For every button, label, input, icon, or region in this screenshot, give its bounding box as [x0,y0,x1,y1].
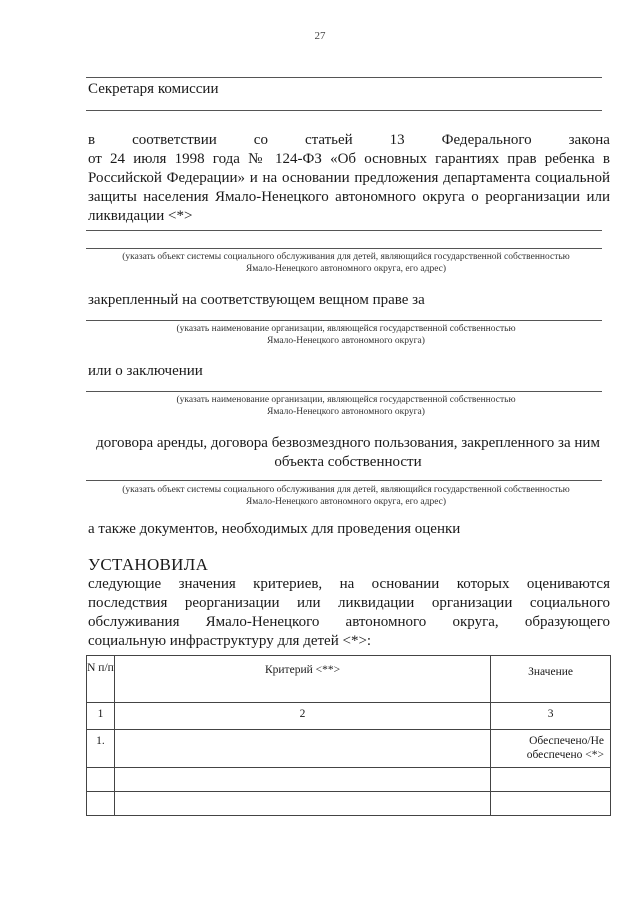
caption-line: Ямало-Ненецкого автономного округа) [267,407,425,417]
index-num-cell [87,703,115,730]
intro-line-5: ликвидации <*> [88,208,193,224]
criteria-word: или [297,595,321,611]
table-row [87,768,611,792]
caption-organization-2 [86,394,606,418]
criteria-word: оцениваются [526,576,610,592]
row-criterion-cell [114,768,490,792]
criteria-word: организации [431,595,513,611]
conclusion-text: или о заключении [88,363,203,379]
header-num: N п/п [87,662,114,674]
criteria-table [86,655,611,816]
caption-line: (указать объект системы социального обслуживания для детей, являющийся государственной собственностью [122,485,570,495]
header-value: Значение [528,666,573,678]
documents-text: а также документов, необходимых для проведения оценки [88,521,461,537]
criteria-word: критериев, [253,576,323,592]
table-index-row [87,703,611,730]
index-num: 1 [97,708,104,720]
index-criterion: 2 [299,708,306,720]
caption-object-2 [86,484,606,508]
criteria-word: реорганизации [184,595,280,611]
criteria-word: образующего [524,614,610,630]
criteria-word: которых [456,576,510,592]
criteria-paragraph [88,575,610,651]
row-num-cell [87,768,115,792]
criteria-line-3 [88,613,610,632]
page-number: 27 [314,30,326,42]
secretary-label: Секретаря комиссии [88,81,219,97]
criteria-word: Ямало-Ненецкого [205,614,320,630]
intro-paragraph [88,131,610,226]
intro-line-3: Российской Федерации» и на основании предложения департамента социальной [88,170,610,186]
table-header-row [87,656,611,703]
index-criterion-cell [114,703,490,730]
secretary-rule [86,110,602,111]
row-value: Обеспечено/Не обеспечено <*> [526,735,604,761]
conclusion-rule [86,391,602,392]
object-rule-1 [86,230,602,231]
caption-line: Ямало-Ненецкого автономного округа) [267,336,425,346]
intro-line-1 [88,131,610,150]
object-rule-2 [86,248,602,249]
row-num-cell [87,730,115,768]
criteria-word: на [339,576,355,592]
criteria-word: автономного [345,614,427,630]
row-value-cell [491,792,611,816]
index-value: 3 [547,708,554,720]
header-value-cell [491,656,611,703]
intro-line-4: защиты населения Ямало-Ненецкого автономного округа о реорганизации или [88,189,610,205]
criteria-word: округа, [452,614,499,630]
caption-line: Ямало-Ненецкого автономного округа, его адрес) [245,264,447,274]
assigned-text: закрепленный на соответствующем вещном праве за [88,292,425,308]
criteria-word: обслуживания [88,614,180,630]
criteria-line-4: социальную инфраструктуру для детей <*>: [88,633,372,649]
criteria-word: основании [371,576,440,592]
intro-word: в [88,132,96,148]
header-num-cell [87,656,115,703]
caption-line: (указать наименование организации, являющейся государственной собственностью [176,395,516,405]
table-row [87,730,611,768]
row-value-cell [491,768,611,792]
intro-word: со [253,132,268,148]
row-criterion-cell [114,792,490,816]
header-criterion: Критерий <**> [264,664,341,676]
established-heading: УСТАНОВИЛА [88,555,209,574]
intro-word: статьей [304,132,353,148]
contract-text [86,434,610,472]
intro-word: соответствии [132,132,217,148]
index-value-cell [491,703,611,730]
caption-line: (указать наименование организации, являющейся государственной собственностью [176,324,516,334]
criteria-word: последствия [88,595,168,611]
caption-object-1 [86,251,606,275]
intro-word: закона [568,132,610,148]
intro-line-2: от 24 июля 1998 года № 124-ФЗ «Об основных гарантиях прав ребенка в [88,151,610,167]
header-criterion-cell [114,656,490,703]
caption-line: (указать объект системы социального обслуживания для детей, являющийся государственной собственностью [122,252,570,262]
top-rule [86,77,602,78]
row-num: 1. [96,735,105,747]
row-value-cell [491,730,611,768]
intro-word: Федерального [441,132,532,148]
caption-line: Ямало-Ненецкого автономного округа, его адрес) [245,497,447,507]
caption-organization-1 [86,323,606,347]
criteria-word: социального [529,595,610,611]
contract-line: объекта собственности [274,454,422,470]
assigned-rule [86,320,602,321]
row-criterion-cell [114,730,490,768]
criteria-word: ликвидации [338,595,415,611]
row-num-cell [87,792,115,816]
contract-rule [86,480,602,481]
criteria-word: значения [178,576,236,592]
table-row [87,792,611,816]
criteria-line-1 [88,575,610,594]
criteria-word: следующие [88,576,162,592]
criteria-line-2 [88,594,610,613]
contract-line: договора аренды, договора безвозмездного пользования, закрепленного за ним [96,435,600,451]
intro-word: 13 [389,132,405,148]
